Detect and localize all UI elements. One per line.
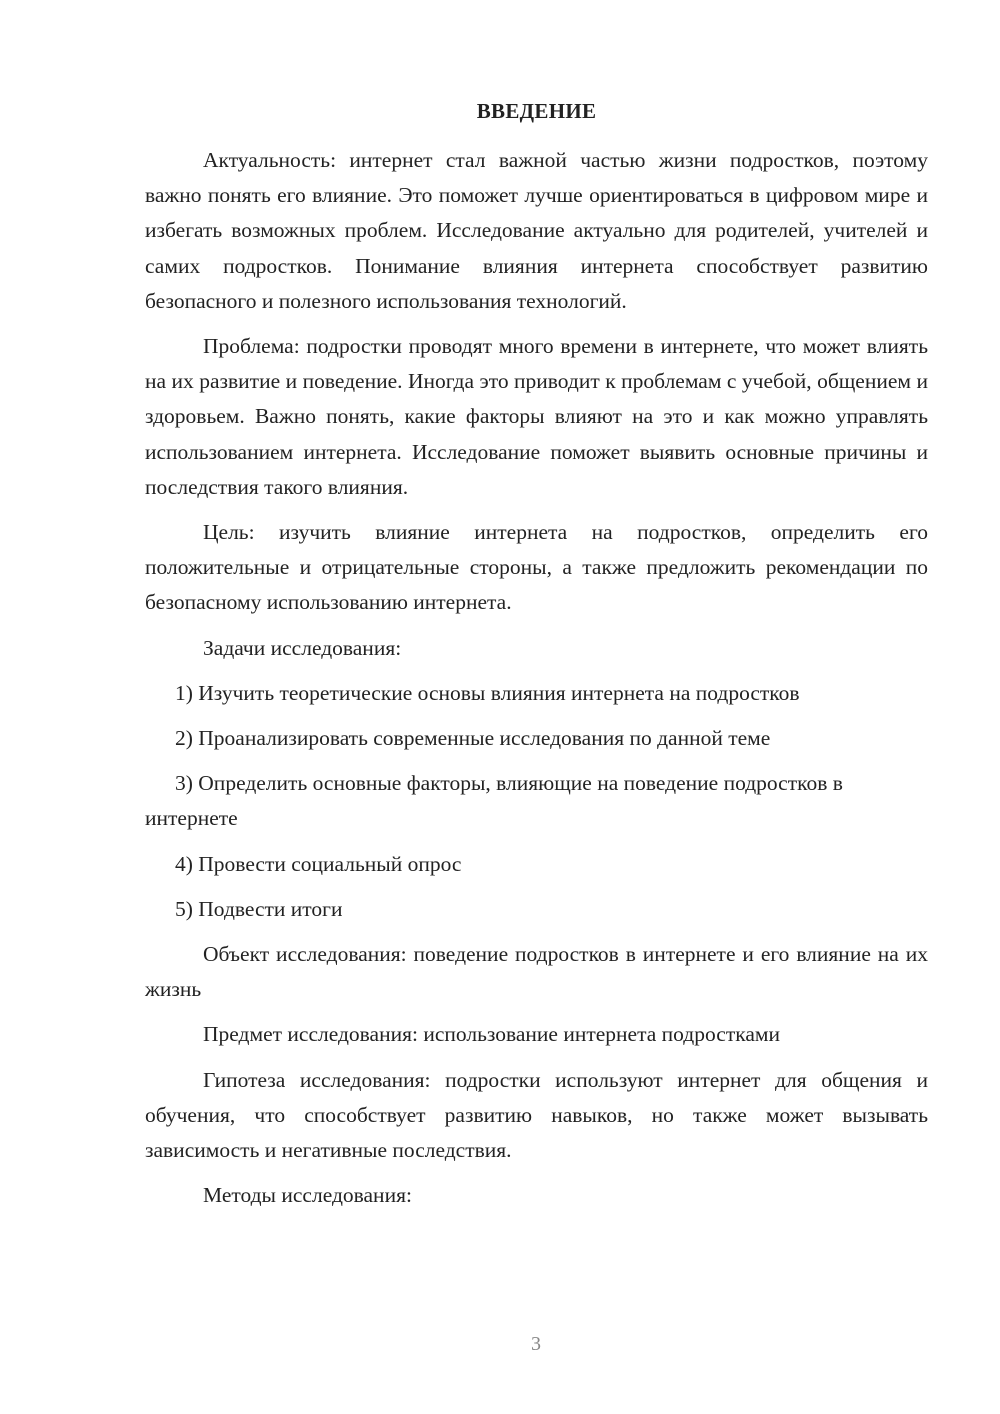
task-item-3: 3) Определить основные факторы, влияющие на поведение подростков в интернете [145,771,843,831]
object-paragraph: Объект исследования: поведение подростков в интернете и его влияние на их жизнь [145,942,928,1002]
hypothesis-paragraph: Гипотеза исследования: подростки используют интернет для общения и обучения, что способствует развитию навыков, но также может вызывать зависимость и негативные последствия. [145,1067,928,1163]
page-number: 3 [531,1333,541,1355]
task-item-4: 4) Провести социальный опрос [175,851,462,876]
task-item-1: 1) Изучить теоретические основы влияния интернета на подростков [175,680,800,705]
tasks-title: Задачи исследования: [203,635,402,660]
methods-title: Методы исследования: [203,1183,412,1208]
task-item-2: 2) Проанализировать современные исследования по данной теме [175,726,771,751]
problem-paragraph: Проблема: подростки проводят много времени в интернете, что может влиять на их развитие и поведение. Иногда это приводит к проблемам с учебой, общением и здоровьем. Важно понять, какие факторы влияют на это и как можно управлять использованием интернета. Исследование поможет выявить основные причины и последствия такого влияния. [145,334,928,499]
document-body [145,143,928,1223]
subject-paragraph: Предмет исследования: использование интернета подростками [203,1022,780,1047]
task-item-5: 5) Подвести итоги [175,896,343,921]
section-heading: ВВЕДЕНИЕ [476,99,597,123]
relevance-paragraph: Актуальность: интернет стал важной частью жизни подростков, поэтому важно понять его влияние. Это поможет лучше ориентироваться в цифровом мире и избегать возможных проблем. Исследование актуально для родителей, учителей и самих подростков. Понимание влияния интернета способствует развитию безопасного и полезного использования технологий. [145,148,928,313]
goal-paragraph: Цель: изучить влияние интернета на подростков, определить его положительные и отрицательные стороны, а также предложить рекомендации по безопасному использованию интернета. [145,520,928,615]
